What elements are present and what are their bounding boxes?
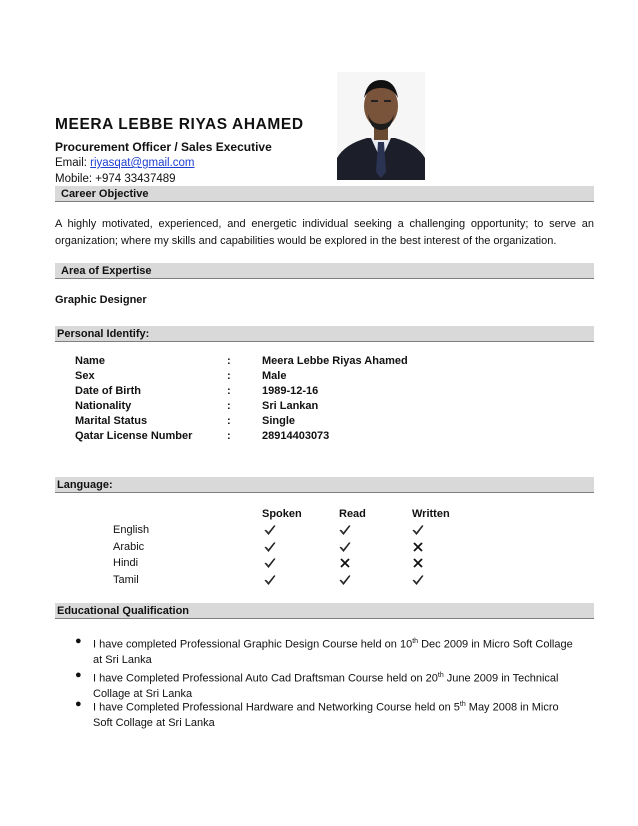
section-title: Language: bbox=[57, 479, 113, 491]
cross-icon bbox=[411, 556, 425, 570]
section-language bbox=[55, 477, 594, 493]
check-icon bbox=[263, 556, 277, 570]
personal-info-separator: : bbox=[227, 430, 231, 442]
personal-info-key: Sex bbox=[75, 370, 95, 382]
check-icon bbox=[263, 523, 277, 537]
section-title: Personal Identify: bbox=[57, 328, 150, 340]
personal-info-separator: : bbox=[227, 385, 231, 397]
education-text: I have Completed Professional Hardware and Networking Course held on 5th May 2008 in Micro Soft Collage at Sri Lanka bbox=[93, 701, 559, 729]
personal-info-key: Date of Birth bbox=[75, 385, 141, 397]
language-row bbox=[0, 557, 638, 573]
language-name: Arabic bbox=[113, 540, 145, 553]
job-title: Procurement Officer / Sales Executive bbox=[55, 140, 272, 154]
language-row bbox=[0, 574, 638, 590]
check-icon bbox=[338, 540, 352, 554]
cross-icon bbox=[338, 556, 352, 570]
language-header-read: Read bbox=[339, 508, 366, 520]
personal-info-value: Meera Lebbe Riyas Ahamed bbox=[262, 355, 408, 367]
section-title: Educational Qualification bbox=[57, 605, 190, 617]
check-icon bbox=[411, 523, 425, 537]
email-label: Email: bbox=[55, 157, 91, 169]
check-icon bbox=[338, 573, 352, 587]
personal-info-value: Single bbox=[262, 415, 296, 427]
check-icon bbox=[338, 523, 352, 537]
personal-info-value: Male bbox=[262, 370, 287, 382]
section-personal-identify bbox=[55, 326, 594, 342]
language-header-spoken: Spoken bbox=[262, 508, 302, 520]
personal-info-value: 1989-12-16 bbox=[262, 385, 319, 397]
check-icon bbox=[263, 573, 277, 587]
section-title: Area of Expertise bbox=[61, 265, 152, 277]
section-area-of-expertise bbox=[55, 263, 594, 279]
section-title: Career Objective bbox=[61, 188, 149, 200]
education-text: I have Completed Professional Auto Cad Draftsman Course held on 20th June 2009 in Technical Collage at Sri Lanka bbox=[93, 672, 559, 700]
personal-info-key: Nationality bbox=[75, 400, 132, 412]
expertise-value: Graphic Designer bbox=[55, 294, 147, 306]
personal-info-key: Marital Status bbox=[75, 415, 148, 427]
education-text: I have completed Professional Graphic Design Course held on 10th Dec 2009 in Micro Soft Collage at Sri Lanka bbox=[93, 638, 573, 666]
personal-info-key: Name bbox=[75, 355, 105, 367]
personal-info-value: 28914403073 bbox=[262, 430, 330, 442]
language-row bbox=[0, 524, 638, 540]
email-link[interactable]: riyasqat@gmail.com bbox=[90, 157, 195, 169]
mobile-line: Mobile: +974 33437489 bbox=[55, 173, 176, 185]
personal-info-separator: : bbox=[227, 355, 231, 367]
bullet-icon: ● bbox=[75, 698, 82, 710]
personal-info-separator: : bbox=[227, 400, 231, 412]
bullet-icon: ● bbox=[75, 635, 82, 647]
bullet-icon: ● bbox=[75, 669, 82, 681]
check-icon bbox=[263, 540, 277, 554]
career-objective-text: A highly motivated, experienced, and energetic individual seeking a challenging opportunity; to serve an organization; where my skills and capabilities would be explored in the best interest of the organization. bbox=[55, 218, 594, 247]
personal-info-value: Sri Lankan bbox=[262, 400, 319, 412]
personal-info-separator: : bbox=[227, 415, 231, 427]
cross-icon bbox=[411, 540, 425, 554]
check-icon bbox=[411, 573, 425, 587]
section-education bbox=[55, 603, 594, 619]
language-row bbox=[0, 541, 638, 557]
language-name: Hindi bbox=[113, 557, 139, 569]
personal-info-key: Qatar License Number bbox=[75, 430, 193, 442]
email-line bbox=[55, 157, 195, 169]
profile-photo bbox=[337, 72, 425, 180]
personal-info-separator: : bbox=[227, 370, 231, 382]
section-career-objective bbox=[55, 186, 594, 202]
applicant-name: MEERA LEBBE RIYAS AHAMED bbox=[55, 116, 304, 133]
language-name: English bbox=[113, 524, 150, 536]
language-header-written: Written bbox=[412, 508, 450, 520]
language-name: Tamil bbox=[113, 573, 139, 586]
